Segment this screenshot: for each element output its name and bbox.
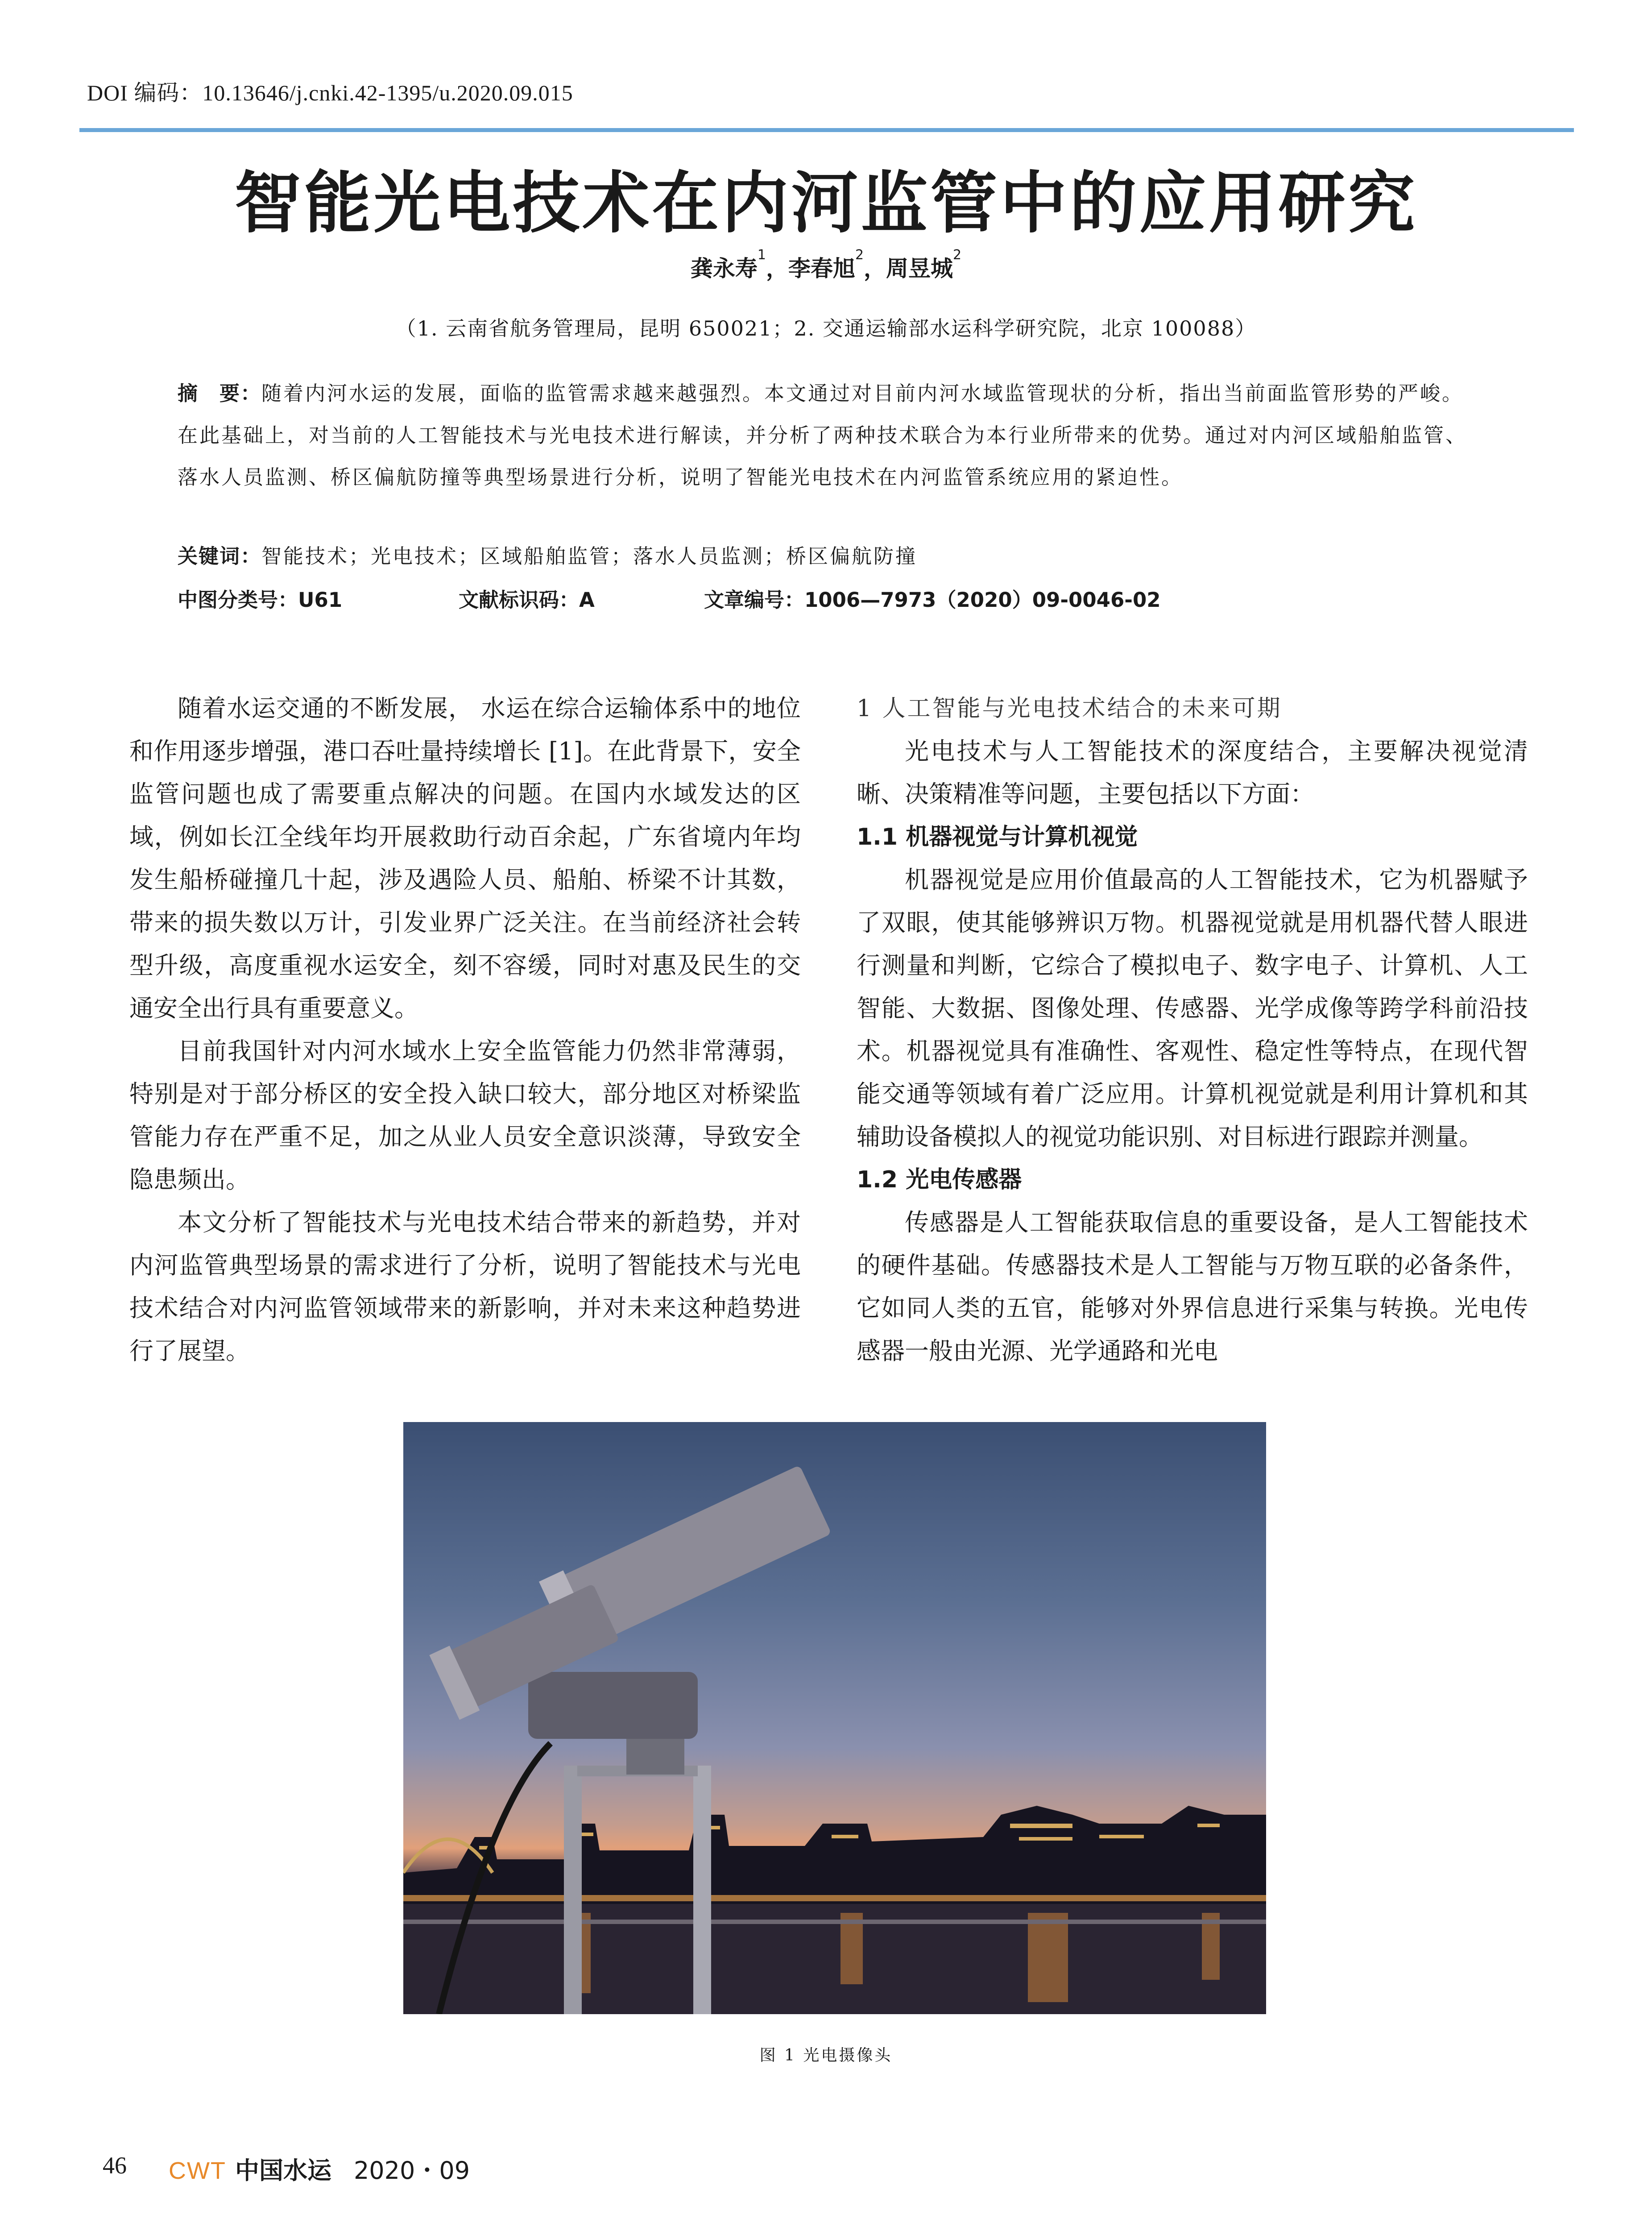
- document-code: 文献标识码：A: [459, 588, 595, 612]
- affiliation-mark: 2: [855, 247, 864, 263]
- clc-code: 中图分类号：U61: [178, 588, 343, 612]
- figure-caption: 图 1 光电摄像头: [759, 2046, 893, 2065]
- affiliation-line: （1. 云南省航务管理局，昆明 650021；2. 交通运输部水运科学研究院，北京 100088）: [395, 316, 1257, 340]
- journal-issue: 2020・09: [353, 2156, 470, 2185]
- affiliation-mark: 2: [953, 247, 962, 263]
- header-divider: [79, 128, 1574, 132]
- body-column-left: [129, 687, 801, 1373]
- keywords-label: 关键词：: [178, 544, 262, 568]
- body-paragraph: 本文分析了智能技术与光电技术结合带来的新趋势，并对内河监管典型场景的需求进行了分析，说明了智能技术与光电技术结合对内河监管领域带来的新影响，并对未来这种趋势进行了展望。: [129, 1208, 801, 1365]
- body-paragraph: 目前我国针对内河水域水上安全监管能力仍然非常薄弱，特别是对于部分桥区的安全投入缺口较大，部分地区对桥梁监管能力存在严重不足，加之从业人员安全意识淡薄，导致安全隐患频出。: [129, 1037, 801, 1194]
- body-paragraph: 机器视觉是应用价值最高的人工智能技术，它为机器赋予了双眼，使其能够辨识万物。机器视觉就是用机器代替人眼进行测量和判断，它综合了模拟电子、数字电子、计算机、人工智能、大数据、图像处理、传感器、光学成像等跨学科前沿技术。机器视觉具有准确性、客观性、稳定性等特点，在现代智能交通等领域有着广泛应用。计算机视觉就是利用计算机和其辅助设备模拟人的视觉功能识别、对目标进行跟踪并测量。: [857, 866, 1528, 1151]
- keywords-text: 智能技术；光电技术；区域船舶监管；落水人员监测；桥区偏航防撞: [261, 544, 918, 568]
- author-name: 李春旭: [788, 256, 855, 282]
- author-name: 周昱城: [886, 256, 953, 282]
- body-paragraph: 传感器是人工智能获取信息的重要设备，是人工智能技术的硬件基础。传感器技术是人工智能与万物互联的必备条件，它如同人类的五官，能够对外界信息进行采集与转换。光电传感器一般由光源、光学通路和光电: [857, 1208, 1528, 1365]
- doi-line: DOI 编码：10.13646/j.cnki.42-1395/u.2020.09.015: [87, 80, 573, 105]
- author-separator: ，: [864, 256, 886, 282]
- camera-photo-illustration: [403, 1422, 1266, 2014]
- subsection-heading: 1.1 机器视觉与计算机视觉: [857, 824, 1138, 850]
- article-title: 智能光电技术在内河监管中的应用研究: [234, 164, 1418, 242]
- abstract-text: 随着内河水运的发展，面临的监管需求越来越强烈。本文通过对目前内河水域监管现状的分析，指出当前面监管形势的严峻。在此基础上，对当前的人工智能技术与光电技术进行解读，并分析了两种技术联合为本行业所带来的优势。通过对内河区域船舶监管、落水人员监测、桥区偏航防撞等典型场景进行分析，说明了智能光电技术在内河监管系统应用的紧迫性。: [178, 382, 1468, 489]
- article-number: 文章编号：1006—7973（2020）09-0046-02: [704, 588, 1161, 612]
- abstract: [178, 373, 1471, 498]
- journal-footer: [169, 2152, 470, 2186]
- section-heading: 1 人工智能与光电技术结合的未来可期: [857, 695, 1282, 722]
- body-paragraph: 随着水运交通的不断发展， 水运在综合运输体系中的地位和作用逐步增强，港口吞吐量持续增长 [1]。在此背景下，安全监管问题也成了需要重点解决的问题。在国内水域发达的区域，例如长江全线年均开展救助行动百余起，广东省境内年均发生船桥碰撞几十起，涉及遇险人员、船舶、桥梁不计其数，带来的损失数以万计，引发业界广泛关注。在当前经济社会转型升级，高度重视水运安全，刻不容缓，同时对惠及民生的交通安全出行具有重要意义。: [129, 694, 801, 1022]
- journal-logo-cwt: CWT: [169, 2157, 226, 2184]
- author-name: 龚永寿: [690, 256, 758, 282]
- classification-row: [178, 584, 1161, 613]
- body-paragraph: 光电技术与人工智能技术的深度结合，主要解决视觉清晰、决策精准等问题，主要包括以下方面：: [857, 737, 1528, 808]
- journal-name: 中国水运: [235, 2156, 331, 2185]
- abstract-label: 摘 要：: [178, 382, 262, 405]
- author-list: [0, 247, 1652, 283]
- author-separator: ，: [766, 256, 788, 282]
- affiliation-mark: 1: [757, 247, 766, 263]
- figure-photo-camera: [403, 1422, 1266, 2014]
- keywords: [178, 540, 917, 569]
- subsection-heading: 1.2 光电传感器: [857, 1166, 1022, 1193]
- body-column-right: [857, 687, 1528, 1373]
- page-number: 46: [103, 2152, 127, 2179]
